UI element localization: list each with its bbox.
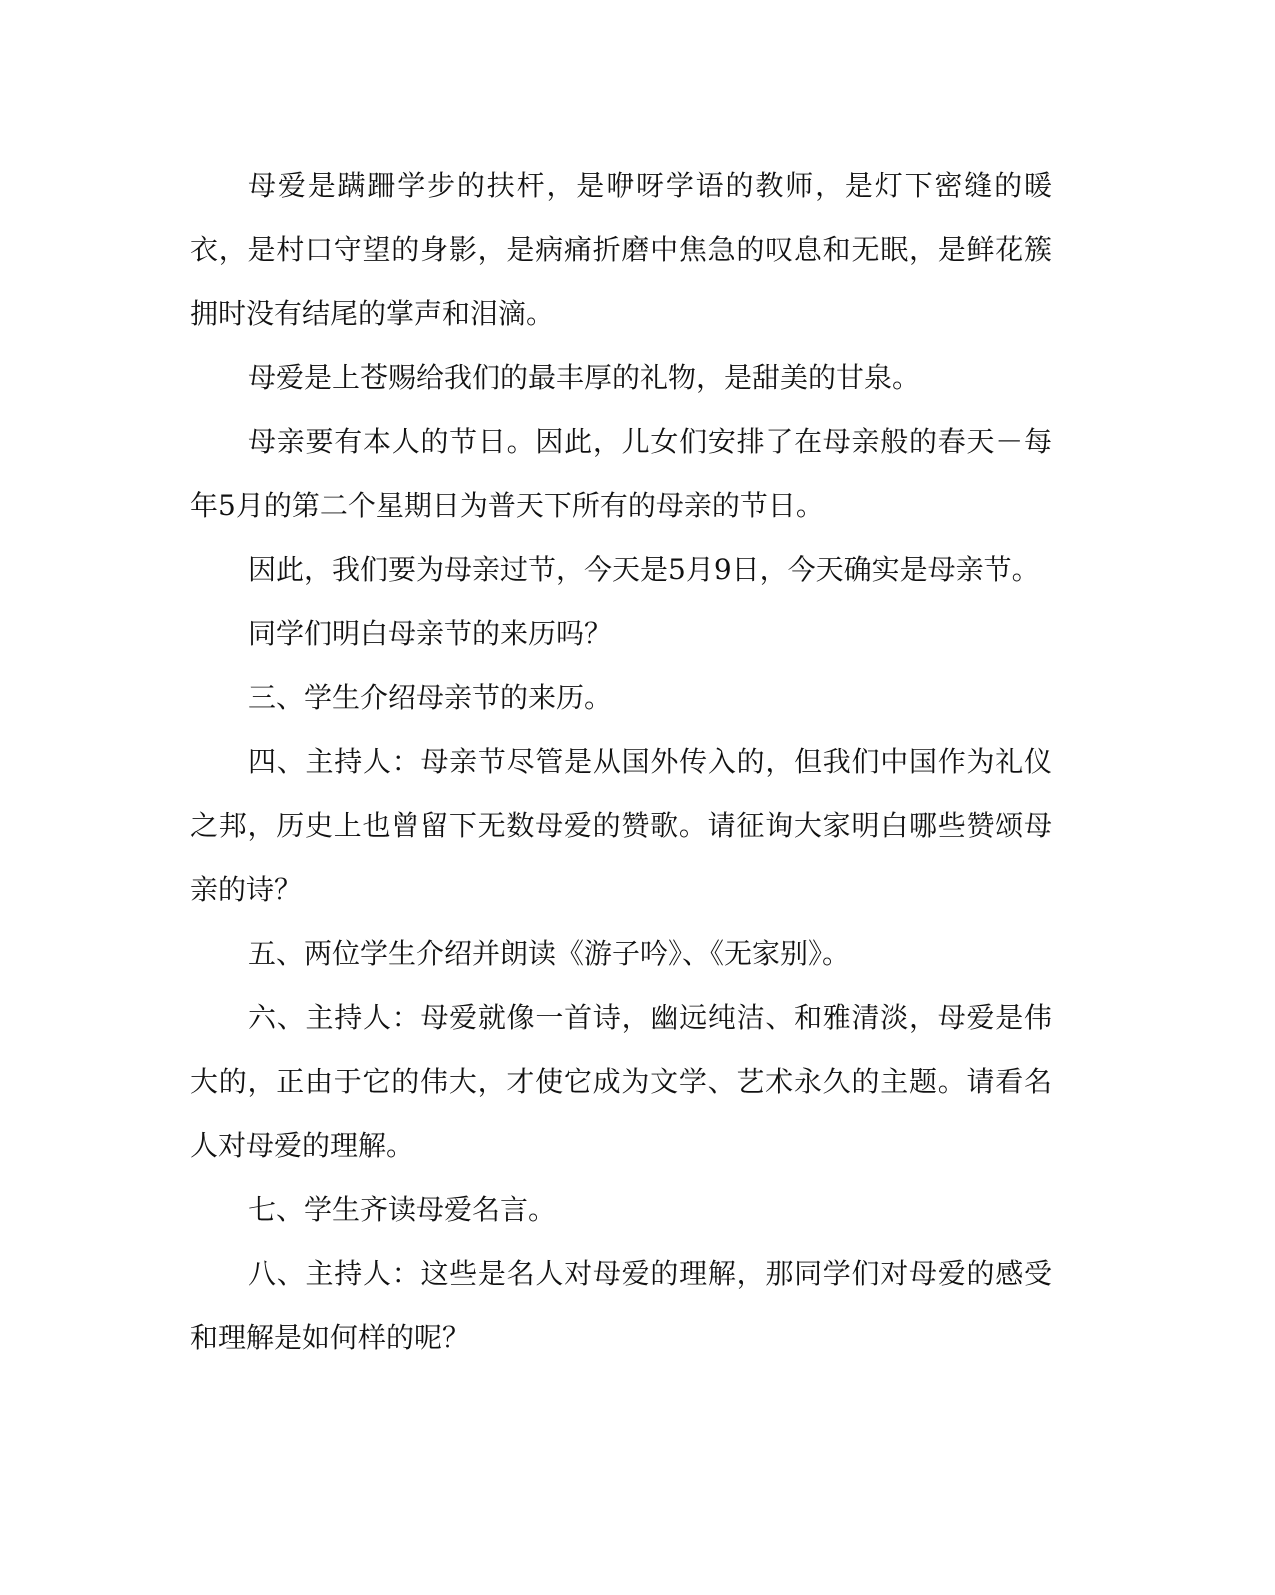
paragraph-mothers-day-date: 母亲要有本人的节日。因此，儿女们安排了在母亲般的春天－每年5月的第二个星期日为普天下所有的母亲的节日。 [190, 425, 1052, 522]
paragraph-step-eight: 八、主持人：这些是名人对母爱的理解，那同学们对母爱的感受和理解是如何样的呢？ [190, 1257, 1052, 1354]
paragraph-question-origin: 同学们明白母亲节的来历吗？ [248, 617, 613, 650]
paragraph-step-three: 三、学生介绍母亲节的来历。 [248, 681, 613, 714]
document-body [190, 154, 1052, 1370]
paragraph-step-seven: 七、学生齐读母爱名言。 [248, 1193, 557, 1226]
paragraph-step-five: 五、两位学生介绍并朗读《游子吟》、《无家别》。 [248, 937, 851, 970]
paragraph-mother-love-metaphors: 母爱是蹒跚学步的扶杆，是咿呀学语的教师，是灯下密缝的暖衣，是村口守望的身影，是病痛折磨中焦急的叹息和无眠，是鲜花簇拥时没有结尾的掌声和泪滴。 [190, 169, 1052, 330]
paragraph-step-four: 四、主持人：母亲节尽管是从国外传入的，但我们中国作为礼仪之邦，历史上也曾留下无数母爱的赞歌。请征询大家明白哪些赞颂母亲的诗？ [190, 745, 1052, 906]
paragraph-today-mothers-day: 因此，我们要为母亲过节，今天是5月9日，今天确实是母亲节。 [248, 553, 1040, 586]
paragraph-step-six: 六、主持人：母爱就像一首诗，幽远纯洁、和雅清淡，母爱是伟大的，正由于它的伟大，才使它成为文学、艺术永久的主题。请看名人对母爱的理解。 [190, 1001, 1052, 1162]
paragraph-mother-love-gift: 母爱是上苍赐给我们的最丰厚的礼物，是甜美的甘泉。 [248, 361, 921, 394]
